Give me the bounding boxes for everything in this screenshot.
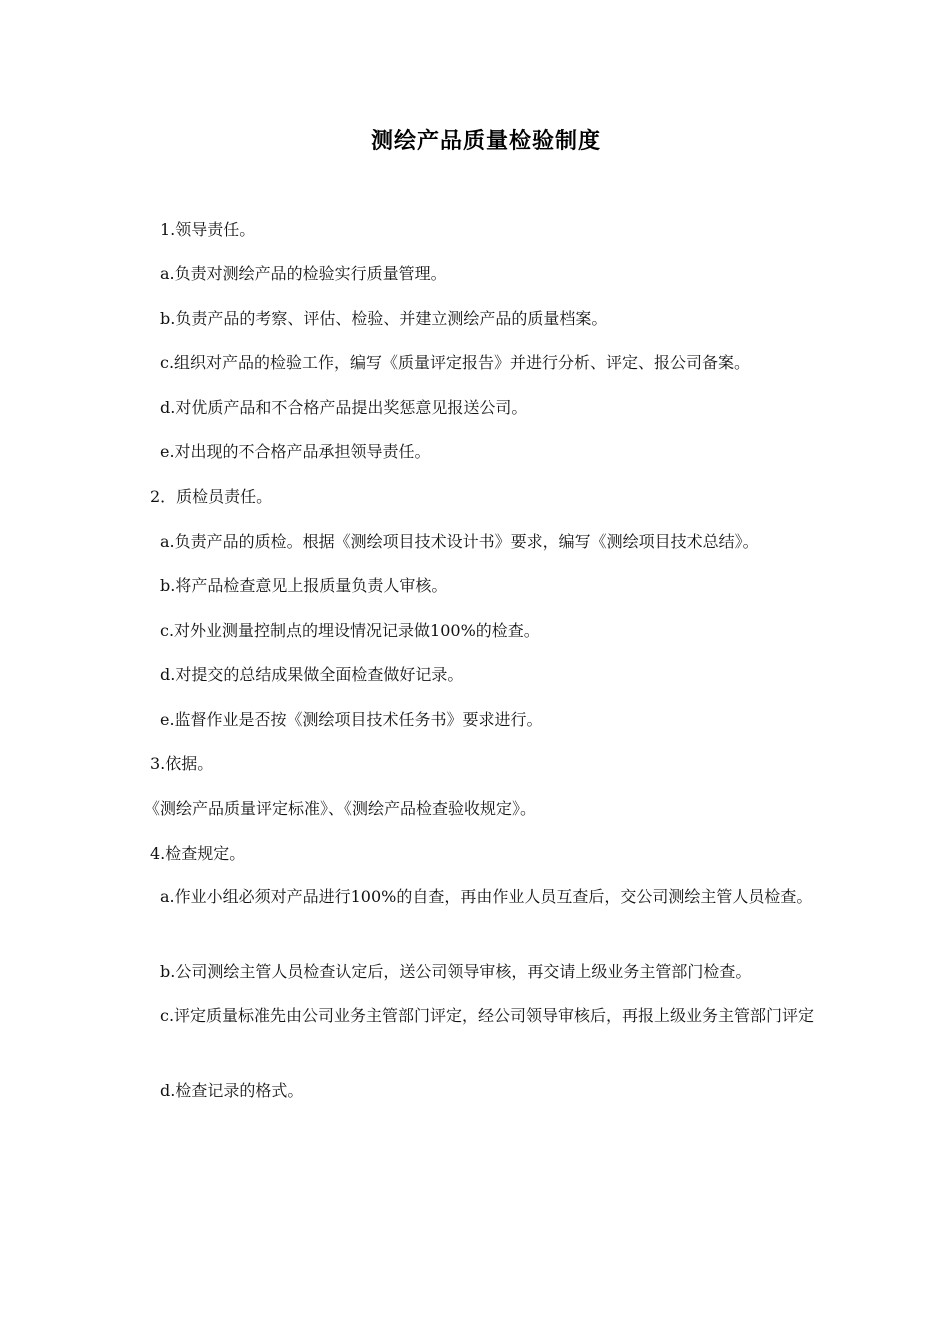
- paragraph-1e: e.对出现的不合格产品承担领导责任。: [160, 442, 431, 461]
- paragraph-1c: c.组织对产品的检验工作，编写《质量评定报告》并进行分析、评定、报公司备案。: [160, 353, 751, 372]
- document-title: 测绘产品质量检验制度: [370, 129, 601, 154]
- paragraph-2a: a.负责产品的质检。根据《测绘项目技术设计书》要求，编写《测绘项目技术总结》。: [160, 532, 759, 551]
- paragraph-1a: a.负责对测绘产品的检验实行质量管理。: [160, 264, 447, 283]
- paragraph-4a: a.作业小组必须对产品进行100%的自查，再由作业人员互查后，交公司测绘主管人员检查。: [160, 887, 813, 906]
- paragraph-4c: c.评定质量标准先由公司业务主管部门评定，经公司领导审核后，再报上级业务主管部门评定: [160, 1006, 815, 1025]
- paragraph-2e: e.监督作业是否按《测绘项目技术任务书》要求进行。: [160, 710, 543, 729]
- paragraph-1b: b.负责产品的考察、评估、检验、并建立测绘产品的质量档案。: [160, 309, 608, 328]
- paragraph-1d: d.对优质产品和不合格产品提出奖惩意见报送公司。: [160, 398, 528, 417]
- section-heading-1: 1.领导责任。: [160, 220, 256, 239]
- paragraph-4b: b.公司测绘主管人员检查认定后，送公司领导审核，再交请上级业务主管部门检查。: [160, 962, 752, 981]
- paragraph-3-references: 《测绘产品质量评定标准》、《测绘产品检查验收规定》。: [144, 799, 537, 818]
- section-heading-2: 2．质检员责任。: [150, 487, 273, 506]
- section-heading-3: 3.依据。: [150, 754, 214, 773]
- section-heading-4: 4.检查规定。: [150, 844, 246, 863]
- paragraph-2b: b.将产品检查意见上报质量负责人审核。: [160, 576, 448, 595]
- paragraph-4d: d.检查记录的格式。: [160, 1081, 304, 1100]
- paragraph-2c: c.对外业测量控制点的埋设情况记录做100%的检查。: [160, 621, 540, 640]
- paragraph-2d: d.对提交的总结成果做全面检查做好记录。: [160, 665, 464, 684]
